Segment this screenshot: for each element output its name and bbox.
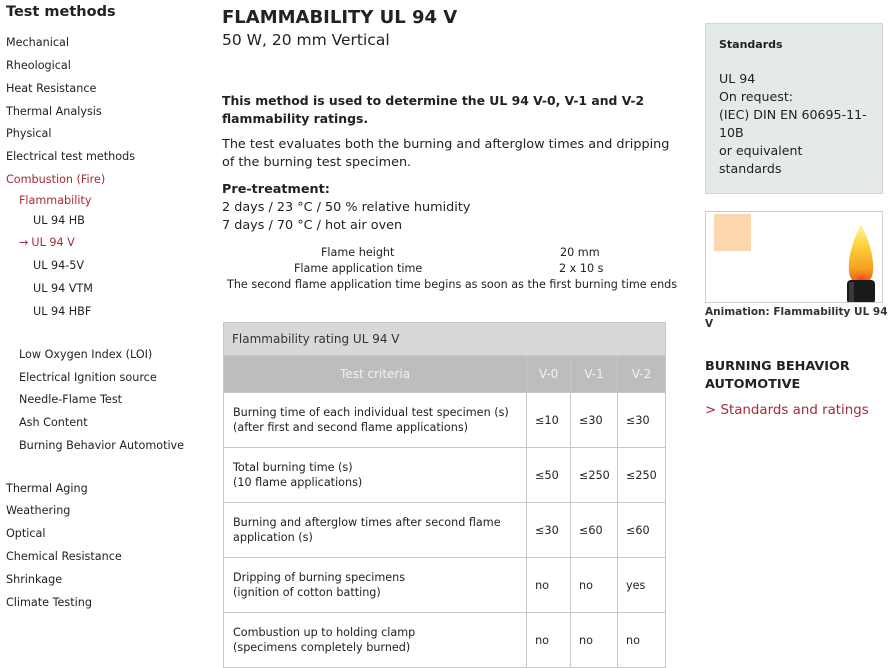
standards-line: On request:: [719, 89, 794, 104]
pretreatment-heading: Pre-treatment:: [222, 182, 330, 197]
sidebar-item-thermal-aging[interactable]: Thermal Aging: [6, 482, 88, 495]
burning-specimen-icon: [841, 220, 881, 303]
criteria-cell: [224, 613, 527, 668]
criteria-line: (specimens completely burned): [233, 641, 411, 654]
table-row: [224, 393, 666, 448]
page-title: FLAMMABILITY UL 94 V: [222, 7, 458, 28]
cell-v0: ≤10: [527, 393, 571, 448]
criteria-line: application (s): [233, 531, 313, 544]
table-caption: Flammability rating UL 94 V: [224, 323, 666, 356]
cell-v0: ≤50: [527, 448, 571, 503]
cell-v1: ≤60: [571, 503, 618, 558]
criteria-cell: [224, 393, 527, 448]
cell-v1: no: [571, 558, 618, 613]
pretreatment-line: 2 days / 23 °C / 50 % relative humidity: [222, 200, 471, 215]
table-row: [224, 503, 666, 558]
standards-line: UL 94: [719, 71, 756, 86]
cell-v2: ≤60: [618, 503, 666, 558]
criteria-line: (10 flame applications): [233, 476, 363, 489]
cell-v2: ≤30: [618, 393, 666, 448]
column-header-v2: V-2: [618, 356, 666, 393]
cell-v0: no: [527, 558, 571, 613]
burning-behavior-heading: BURNING BEHAVIOR AUTOMOTIVE: [705, 359, 850, 392]
cell-v0: no: [527, 613, 571, 668]
param-label-flame-height: Flame height: [321, 246, 395, 259]
sidebar-item-electrical-ignition[interactable]: Electrical Ignition source: [19, 371, 157, 384]
pretreatment-line: 7 days / 70 °C / hot air oven: [222, 218, 403, 233]
cell-v1: no: [571, 613, 618, 668]
cell-v2: yes: [618, 558, 666, 613]
standards-line: 10B: [719, 125, 744, 140]
table-header-row: [224, 356, 666, 393]
page-subtitle: 50 W, 20 mm Vertical: [222, 31, 390, 49]
intro-summary: This method is used to determine the UL 94 V-0, V-1 and V-2 flammability ratings.: [222, 93, 645, 126]
criteria-cell: [224, 448, 527, 503]
param-value-flame-time: 2 x 10 s: [559, 262, 604, 275]
sidebar-item-chemical-resistance[interactable]: Chemical Resistance: [6, 550, 122, 563]
sidebar-item-electrical-test-methods[interactable]: Electrical test methods: [6, 150, 136, 163]
standards-box: [705, 23, 883, 194]
sidebar-item-burning-behavior[interactable]: Burning Behavior Automotive: [19, 439, 185, 452]
animation-caption: Animation: Flammability UL 94 V: [705, 306, 888, 330]
param-label-flame-time: Flame application time: [294, 262, 423, 275]
column-header-v1: V-1: [571, 356, 618, 393]
sidebar-title: Test methods: [6, 4, 116, 20]
intro-text: The test evaluates both the burning and afterglow times and dripping of the burning test specimen.: [222, 137, 670, 170]
standards-line: standards: [719, 161, 782, 176]
sidebar-item-physical[interactable]: Physical: [6, 127, 52, 140]
sidebar-item-ul94-hbf[interactable]: UL 94 HBF: [33, 305, 92, 318]
standards-line: (IEC) DIN EN 60695-11-: [719, 107, 867, 122]
sidebar-item-thermal-analysis[interactable]: Thermal Analysis: [6, 105, 102, 118]
table-row: [224, 613, 666, 668]
sidebar-item-label: UL 94 V: [31, 236, 75, 249]
cell-v2: no: [618, 613, 666, 668]
column-header-v0: V-0: [527, 356, 571, 393]
criteria-line: Burning time of each individual test specimen (s): [233, 406, 509, 419]
sidebar-item-loi[interactable]: Low Oxygen Index (LOI): [19, 348, 153, 361]
sidebar-item-ash-content[interactable]: Ash Content: [19, 416, 88, 429]
param-value-flame-height: 20 mm: [560, 246, 600, 259]
arrow-right-icon: →: [19, 236, 29, 249]
flammability-animation[interactable]: [705, 211, 883, 303]
sidebar-item-optical[interactable]: Optical: [6, 527, 46, 540]
criteria-line: Dripping of burning specimens: [233, 571, 406, 584]
sidebar-item-climate-testing[interactable]: Climate Testing: [6, 596, 92, 609]
cell-v0: ≤30: [527, 503, 571, 558]
criteria-line: Total burning time (s): [233, 461, 353, 474]
criteria-line: (after first and second flame applications): [233, 421, 469, 434]
sidebar-item-mechanical[interactable]: Mechanical: [6, 36, 69, 49]
cell-v1: ≤250: [571, 448, 618, 503]
criteria-cell: [224, 503, 527, 558]
cotton-swatch: [714, 214, 751, 251]
sidebar-item-ul94-5v[interactable]: UL 94-5V: [33, 259, 85, 272]
sidebar-item-ul94-vtm[interactable]: UL 94 VTM: [33, 282, 93, 295]
criteria-line: Combustion up to holding clamp: [233, 626, 416, 639]
rating-table: [223, 322, 666, 668]
flame-note: The second flame application time begins as soon as the first burning time ends: [227, 278, 678, 291]
table-row: [224, 448, 666, 503]
column-header-criteria: Test criteria: [224, 356, 527, 393]
criteria-cell: [224, 558, 527, 613]
table-row: [224, 558, 666, 613]
sidebar-item-weathering[interactable]: Weathering: [6, 504, 71, 517]
cell-v1: ≤30: [571, 393, 618, 448]
sidebar-item-ul94-hb[interactable]: UL 94 HB: [33, 214, 85, 227]
standards-heading: Standards: [719, 38, 783, 51]
sidebar-item-shrinkage[interactable]: Shrinkage: [6, 573, 63, 586]
criteria-line: Burning and afterglow times after second flame: [233, 516, 501, 529]
sidebar-item-rheological[interactable]: Rheological: [6, 59, 71, 72]
sidebar-item-ul94-v[interactable]: [19, 236, 75, 249]
criteria-line: (ignition of cotton batting): [233, 586, 381, 599]
table-caption-row: [224, 323, 666, 356]
cell-v2: ≤250: [618, 448, 666, 503]
sidebar-item-combustion[interactable]: Combustion (Fire): [6, 173, 106, 186]
standards-and-ratings-link[interactable]: > Standards and ratings: [705, 403, 869, 418]
sidebar-item-flammability[interactable]: Flammability: [19, 194, 92, 207]
sidebar-item-needle-flame[interactable]: Needle-Flame Test: [19, 393, 123, 406]
sidebar-item-heat-resistance[interactable]: Heat Resistance: [6, 82, 97, 95]
standards-line: or equivalent: [719, 143, 803, 158]
